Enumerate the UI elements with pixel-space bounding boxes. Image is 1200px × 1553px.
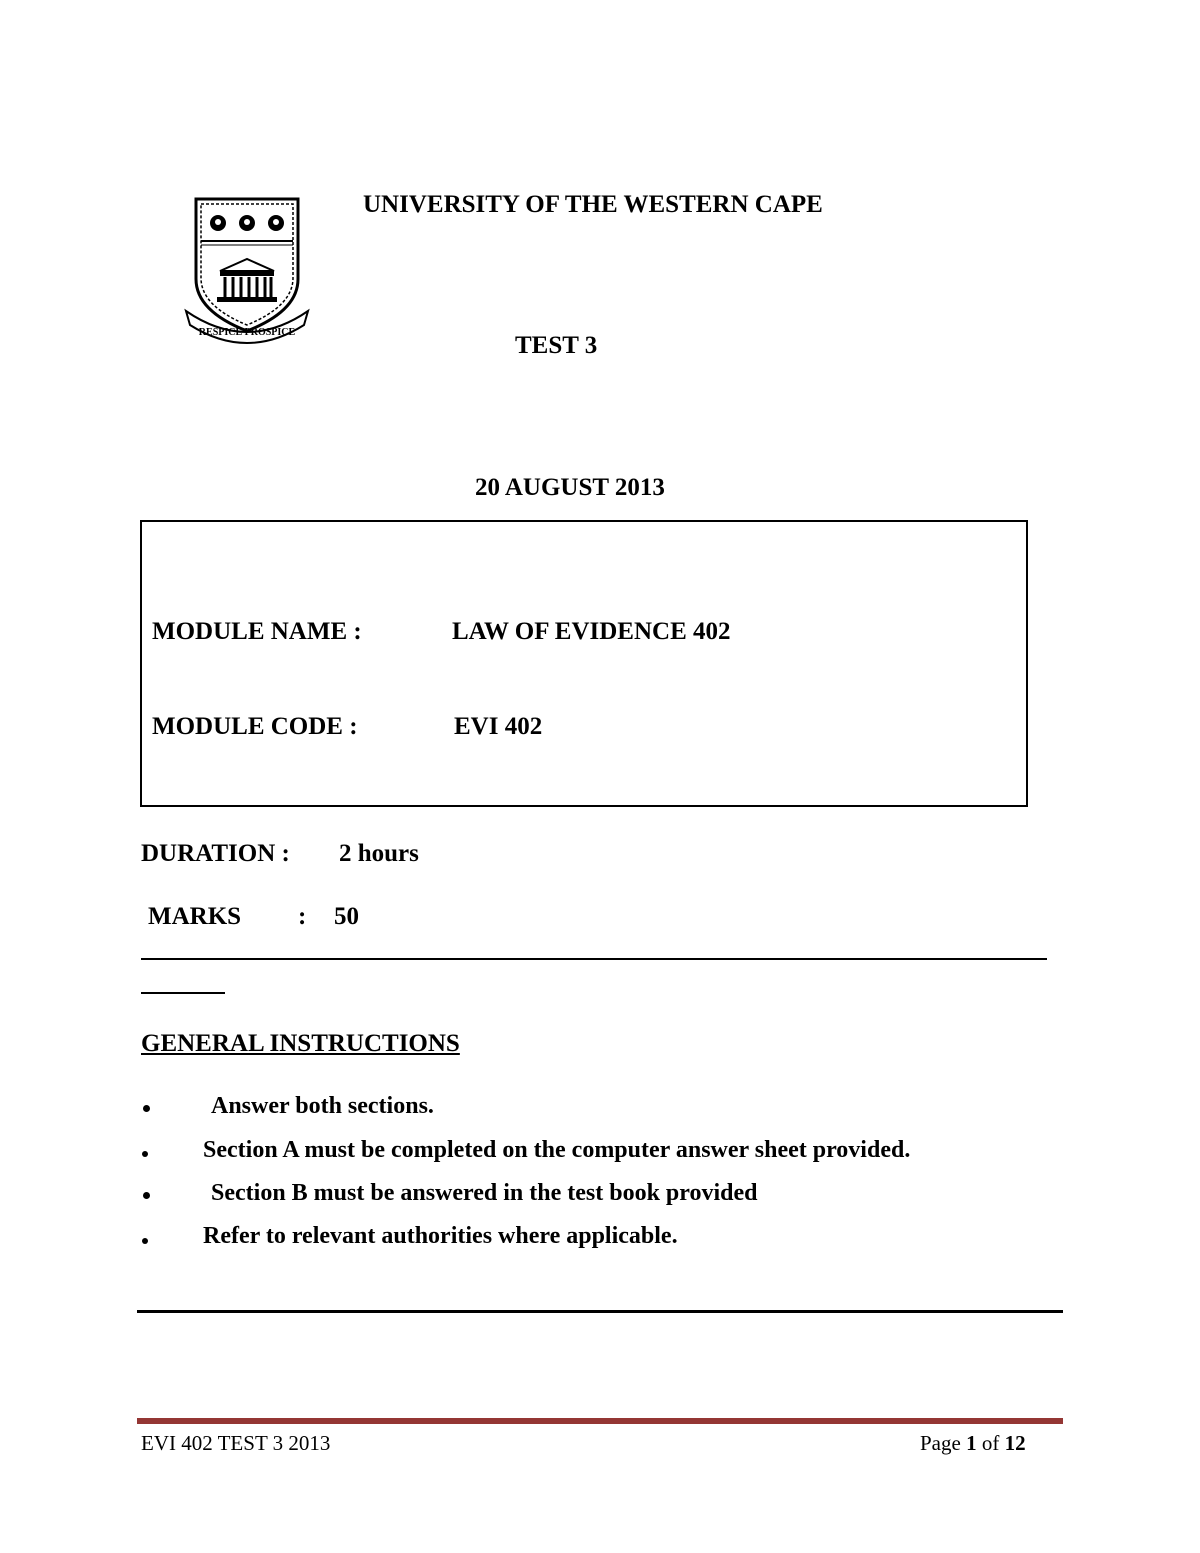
bullet-icon bbox=[142, 1238, 148, 1244]
instruction-item: Section B must be answered in the test book provided bbox=[211, 1180, 758, 1206]
bottom-divider-line bbox=[137, 1310, 1063, 1313]
duration-label: DURATION : bbox=[141, 840, 290, 867]
divider-line bbox=[141, 958, 1047, 960]
module-info-box bbox=[140, 520, 1028, 807]
university-crest-logo bbox=[184, 193, 310, 349]
marks-colon: : bbox=[298, 903, 307, 930]
marks-value: 50 bbox=[334, 903, 359, 930]
bullet-icon bbox=[143, 1105, 150, 1112]
module-code-value: EVI 402 bbox=[454, 713, 543, 740]
instruction-item: Section A must be completed on the computer answer sheet provided. bbox=[203, 1137, 911, 1163]
module-code-label: MODULE CODE : bbox=[152, 713, 358, 740]
footer-bar bbox=[137, 1418, 1063, 1424]
test-title: TEST 3 bbox=[515, 332, 598, 359]
divider-line-short bbox=[141, 992, 225, 994]
footer-document-id: EVI 402 TEST 3 2013 bbox=[141, 1431, 331, 1455]
bullet-icon bbox=[142, 1151, 148, 1157]
university-name: UNIVERSITY OF THE WESTERN CAPE bbox=[363, 191, 823, 218]
duration-value: 2 hours bbox=[339, 840, 419, 867]
test-date: 20 AUGUST 2013 bbox=[475, 474, 665, 501]
bullet-icon bbox=[143, 1192, 150, 1199]
marks-label: MARKS bbox=[148, 903, 242, 930]
instructions-heading: GENERAL INSTRUCTIONS bbox=[141, 1030, 460, 1057]
crest-motto: RESPICE PROSPICE bbox=[198, 327, 296, 338]
footer-page-number: Page 1 of 12 bbox=[920, 1431, 1026, 1455]
module-name-value: LAW OF EVIDENCE 402 bbox=[452, 618, 731, 645]
instruction-item: Answer both sections. bbox=[211, 1093, 434, 1119]
instruction-item: Refer to relevant authorities where applicable. bbox=[203, 1223, 678, 1249]
module-name-label: MODULE NAME : bbox=[152, 618, 362, 645]
